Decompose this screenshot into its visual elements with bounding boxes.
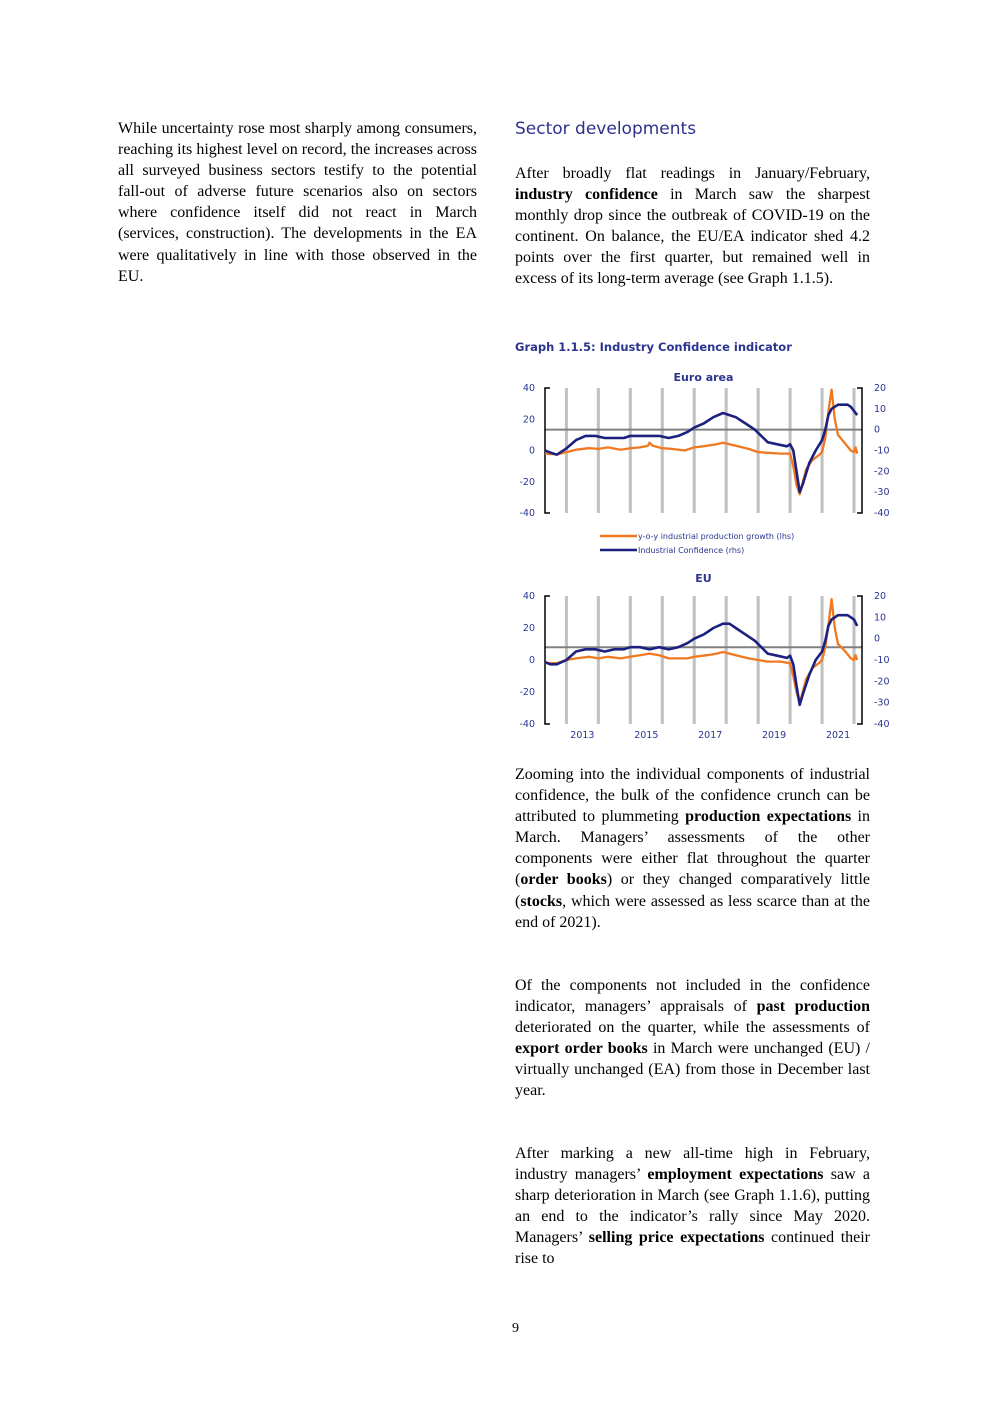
x-tick-label: 2017 (698, 730, 723, 741)
left-tick-label: -20 (519, 687, 535, 698)
text-span: Zooming into the individual components of industrial confidence, the bulk of the confidence crunch can be attributed to plummeting (515, 766, 870, 826)
text-span: , which were assessed as less scarce than at the end of 2021). (515, 892, 870, 931)
production-growth-line (545, 599, 857, 703)
production-growth-line (545, 390, 857, 495)
bold-term: employment expectations (647, 1166, 824, 1184)
paragraph-industry-confidence (515, 163, 870, 290)
text-span: ) or they changed comparatively little ( (515, 871, 870, 910)
right-tick-label: -30 (874, 697, 890, 709)
text-span: in March saw the sharpest monthly drop since the outbreak of COVID-19 on the continent. On balance, the EU/EA indicator shed 4.2 points over the first quarter, but remained well in excess of its long-term average (see Graph 1.1.5). (515, 186, 871, 288)
x-tick-label: 2013 (570, 730, 595, 741)
left-tick-label: 0 (528, 445, 535, 457)
text-span: continued their rise to (515, 1229, 871, 1268)
text-span: After marking a new all-time high in February, industry managers’ (515, 1145, 870, 1184)
right-tick-label: 10 (874, 612, 887, 624)
right-tick-label: -10 (874, 445, 890, 457)
legend-label: Industrial Confidence (rhs) (638, 546, 745, 555)
right-axis (857, 596, 862, 724)
left-column-paragraph: While uncertainty rose most sharply among consumers, reaching its highest level on record, the increases across all surveyed business sectors testify to the potential fall-out of adverse future scenarios also on sectors where confidence itself did not react in March (services, construction). The developments in the EA were qualitatively in line with those observed in the EU. (118, 120, 477, 285)
legend-label: y-o-y industrial production growth (lhs) (638, 532, 795, 541)
panel-title: EU (695, 572, 712, 585)
text-span: After broadly flat readings in January/February, (515, 165, 870, 182)
right-tick-label: -40 (874, 508, 890, 519)
left-tick-label: -40 (519, 508, 535, 519)
bold-term: stocks (520, 892, 563, 910)
x-tick-label: 2019 (762, 730, 787, 741)
panel-title: Euro area (673, 371, 734, 384)
graph-title: Graph 1.1.5: Industry Confidence indicator (515, 340, 792, 354)
section-heading: Sector developments (515, 119, 697, 139)
x-tick-label: 2015 (634, 730, 659, 741)
left-tick-label: 20 (522, 623, 535, 634)
text-span: deteriorated on the quarter, while the assessments of (515, 1019, 870, 1037)
bold-term: production expectations (685, 808, 852, 826)
paragraph-other-components (515, 975, 870, 1102)
left-tick-label: 40 (522, 383, 535, 394)
industry-confidence-chart (505, 362, 905, 747)
text-span: Of the components not included in the confidence indicator, managers’ appraisals of (515, 977, 870, 1016)
left-tick-label: -20 (519, 476, 535, 488)
right-tick-label: 20 (874, 591, 887, 602)
text-span: in March. Managers’ assessments of the other components were either flat throughout the quarter ( (515, 808, 870, 889)
right-tick-label: 0 (874, 424, 881, 436)
page-number: 9 (512, 1321, 519, 1336)
bold-term: order books (520, 871, 607, 889)
right-tick-label: -30 (874, 487, 890, 499)
industrial-confidence-line (545, 615, 857, 705)
left-tick-label: 0 (528, 655, 535, 666)
right-tick-label: 10 (874, 403, 887, 415)
right-tick-label: -10 (874, 655, 890, 666)
left-axis (545, 596, 550, 724)
right-tick-label: -40 (874, 719, 890, 730)
x-tick-label: 2021 (825, 730, 851, 741)
bold-term: selling price expectations (588, 1229, 765, 1247)
chart-panel-eu (519, 572, 889, 741)
left-tick-label: 20 (522, 414, 535, 426)
text-span: saw a sharp deterioration in March (see Graph 1.1.6), putting an end to the indicator’s rally since May 2020. Managers’ (515, 1166, 871, 1247)
bold-term: industry confidence (515, 186, 658, 204)
paragraph-components (515, 764, 870, 933)
left-tick-label: -40 (519, 719, 535, 730)
right-tick-label: 0 (874, 633, 881, 645)
bold-term: export order books (515, 1040, 648, 1058)
chart-panel-euro-area (519, 371, 889, 555)
bold-term: past production (756, 998, 870, 1016)
right-tick-label: 20 (874, 383, 887, 394)
right-tick-label: -20 (874, 676, 890, 688)
right-axis (857, 388, 862, 513)
left-tick-label: 40 (522, 591, 535, 602)
text-span: in March were unchanged (EU) / virtually unchanged (EA) from those in December last year. (515, 1040, 870, 1100)
right-tick-label: -20 (874, 466, 890, 478)
paragraph-employment-expectations (515, 1143, 870, 1270)
